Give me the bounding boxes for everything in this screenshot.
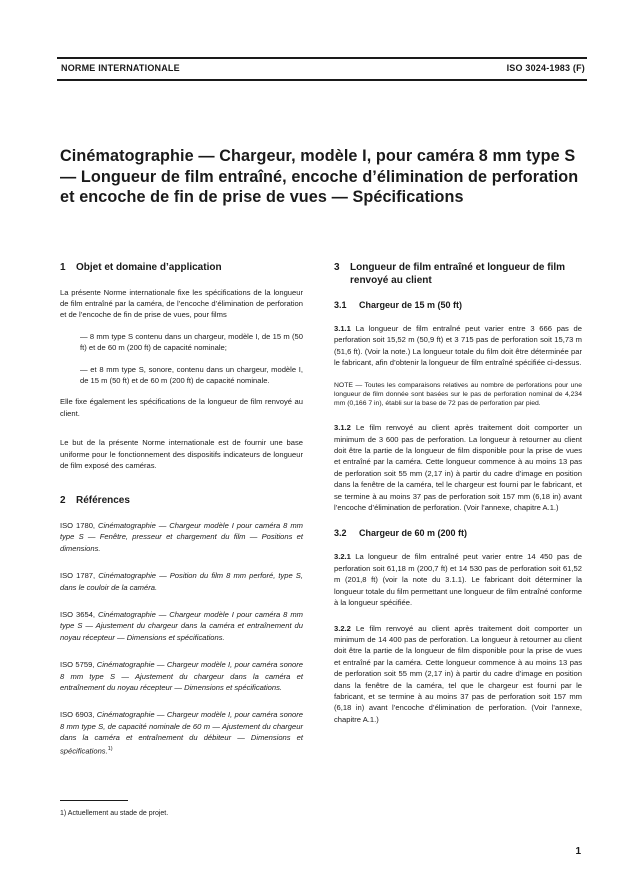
clause-3-2-2: 3.2.2 Le film renvoyé au client après traitement doit comporter un minimum de 14 400 pas de perforation. La longueur à retourner au client doit être la partie de la longueur de film disponible pour la prise de vues et entraîné par la caméra. Cette longueur commence à au moins 13 pas de perforation soit 55 mm (2,17 in) à partir du cadre d’image en position dans la fenêtre de la caméra, tel que le chargeur est fourni par le fabricant, et se termine à au moins 37 pas de perforation soit 157 mm (6,18 in) avant l’encoche d’élimination de perforation. (Voir l’annexe, chapitre A.1.)	[334, 623, 582, 724]
reference-item: ISO 5759, Cinématographie — Chargeur modèle I, pour caméra sonore 8 mm type S — Ajustement du chargeur dans la caméra et entraînement du noyau récepteur — Dimensions et spécifications.	[60, 660, 303, 692]
section-1-intro: La présente Norme internationale fixe les spécifications de la longueur de film entraîné par la caméra, de l’encoche d’élimination de perforation et de l’encoche de fin de prise de vues, pour films	[60, 287, 303, 320]
section-1-heading: 1 Objet et domaine d’application	[60, 262, 222, 273]
note: NOTE — Toutes les comparaisons relatives au nombre de perforations pour une longueur de film donnée sont basées sur le pas de perforation nominal de 4,234 mm (0,166 7 in), établi sur la base de 72 pas de perforation par pied.	[334, 381, 582, 408]
header-right: ISO 3024-1983 (F)	[506, 63, 585, 73]
reference-item: ISO 6903, Cinématographie — Chargeur modèle I, pour caméra sonore 8 mm type S, de capacité nominale de 60 m — Ajustement du chargeur dans la caméra et entraînement du débiteur — Dimensions et spécifications.$^{1)}$	[60, 710, 303, 756]
section-3-heading: 3 Longueur de film entraîné et longueur de film renvoyé au client	[334, 262, 566, 286]
section-2-heading: 2 Références	[60, 495, 130, 507]
clause-3-1-2: 3.1.2 Le film renvoyé au client après traitement doit comporter un minimum de 3 600 pas de perforation. La longueur à retourner au client doit être la partie de la longueur de film disponible pour la prise de vues et entraîné par la caméra. Cette longueur commence à au moins 13 pas de perforation soit 55 mm (2,17 in) à partir du cadre d’image en position dans la fenêtre de la caméra, tel le chargeur est fourni par le fabricant, et se termine à au moins 37 pas de perforation soit 157 mm (6,18 in) avant l’encoche d’élimination de perforation. (Voir l’annexe, chapitre A.1.)	[334, 423, 582, 513]
section-1-item-2: — et 8 mm type S, sonore, contenu dans un chargeur, modèle I, de 15 m (50 ft) et de 60 m (200 ft) de capacité nominale.	[80, 364, 303, 385]
section-1-para-3: Le but de la présente Norme internationale est de fournir une base uniforme pour le fonctionnement des dispositifs indicateurs de longueur de film exposé des caméras.	[60, 438, 303, 470]
reference-item: ISO 1787, Cinématographie — Position du film 8 mm perforé, type S, dans le couloir de la caméra.	[60, 571, 303, 592]
footnote: 1) Actuellement au stade de projet.	[60, 810, 169, 817]
subsection-3-1-heading: 3.1 Chargeur de 15 m (50 ft)	[334, 300, 463, 310]
reference-item: ISO 1780, Cinématographie — Chargeur modèle I pour caméra 8 mm type S — Fenêtre, presseur et chargement du film — Positions et dimensions.	[60, 520, 303, 553]
section-1-item-1: — 8 mm type S contenu dans un chargeur, modèle I, de 15 m (50 ft) et de 60 m (200 ft) de capacité nominale;	[80, 331, 303, 353]
left-column	[60, 262, 303, 757]
section-1-para-2: Elle fixe également les spécifications de la longueur de film renvoyé au client.	[60, 397, 303, 418]
clause-3-2-1: 3.2.1 La longueur de film entraîné peut varier entre 14 450 pas de perforation soit 61,18 m (200,7 ft) et 14 530 pas de perforation soit 61,52 m (201,8 ft) (voir la note du 3.1.1). Le fabricant doit déterminer la longueur totale du film permettant une longueur de film entraîné conforme à la longueur spécifiée.	[334, 552, 582, 608]
subsection-3-2-heading: 3.2 Chargeur de 60 m (200 ft)	[334, 528, 468, 539]
document-title: Cinématographie — Chargeur, modèle I, pour caméra 8 mm type S — Longueur de film entraîné, encoche d’élimination de perforation et encoche de fin de prise de vues — Spécifications	[60, 147, 579, 206]
reference-item: ISO 3654, Cinématographie — Chargeur modèle I pour caméra 8 mm type S — Ajustement du chargeur dans la caméra et entraînement du noyau récepteur — Dimensions et spécifications.	[60, 609, 303, 642]
document-header	[57, 57, 587, 81]
right-column	[334, 262, 582, 725]
clause-3-1-1: 3.1.1 La longueur de film entraîné peut varier entre 3 666 pas de perforation soit 15,52 m (50,9 ft) et 3 715 pas de perforation soit 15,73 m (51,6 ft). (Voir la note.) La longueur totale du film doit être déterminée par le fabricant, afin d’obtenir la longueur de film entraîné spécifiée ci-dessus.	[334, 324, 582, 368]
header-left: NORME INTERNATIONALE	[61, 63, 180, 73]
footnote-separator	[60, 800, 128, 801]
footnote-marker: 1)	[107, 745, 113, 752]
page-number: 1	[575, 846, 581, 857]
